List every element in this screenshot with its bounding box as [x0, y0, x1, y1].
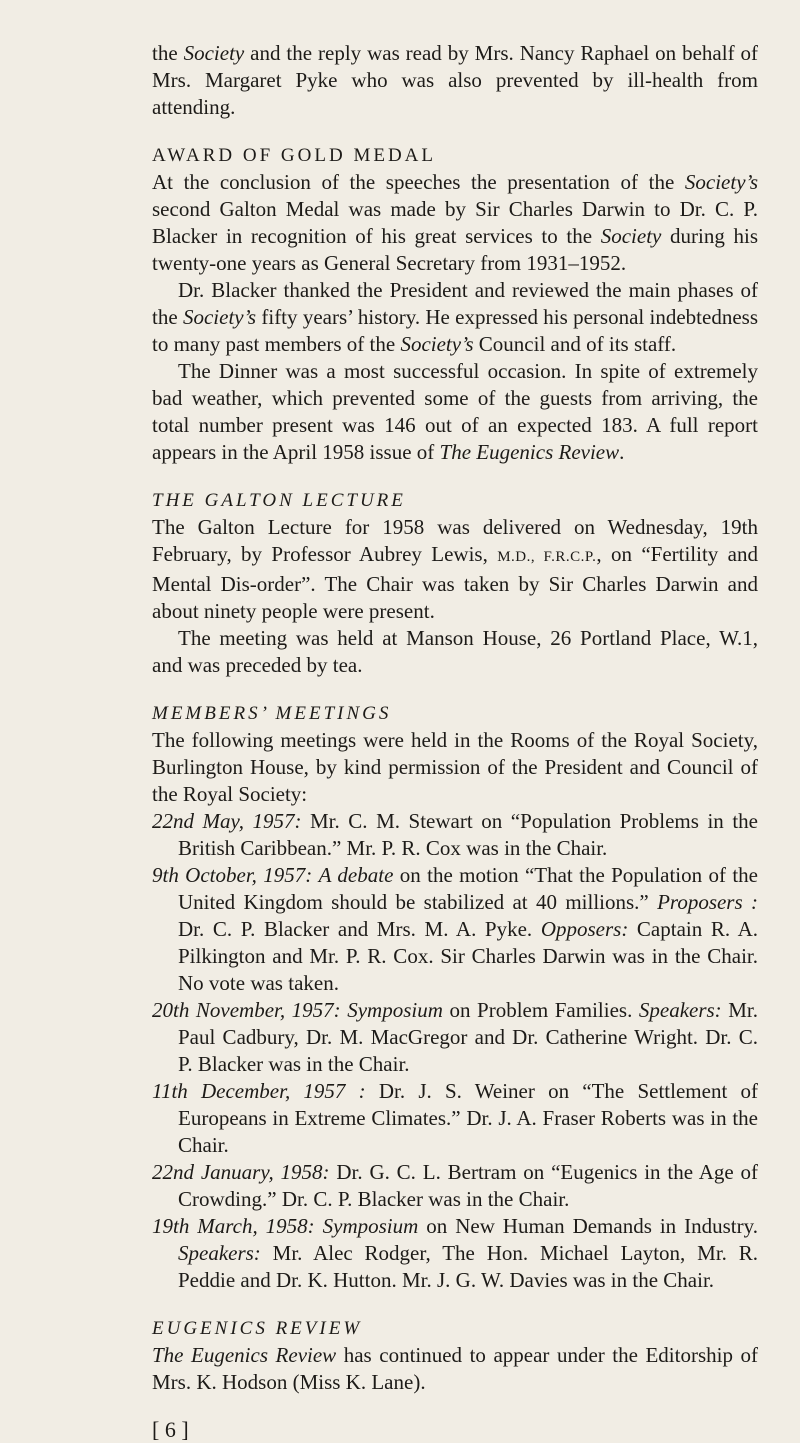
- text-run: Mr. Alec Rodger, The Hon. Michael Layton, Mr. R. Peddie and Dr. K. Hutton. Mr. J. G. W. Davies was in the Chair.: [178, 1241, 758, 1292]
- text-run: Dr. J. S. Weiner on “The Settlement of Europeans in Extreme Climates.” Dr. J. A. Fraser Roberts was in the Chair.: [178, 1079, 758, 1157]
- meeting-date: 9th October, 1957:: [152, 863, 313, 887]
- text-run: Captain R. A. Pilkington and Mr. P. R. Cox. Sir Charles Darwin was in the Chair. No vote was taken.: [178, 917, 758, 995]
- meeting-entry: [152, 997, 758, 1078]
- text-run: Society: [600, 224, 662, 248]
- meeting-date: 11th December, 1957 :: [152, 1079, 366, 1103]
- text-run: Symposium: [322, 1214, 419, 1238]
- lecture-paragraph-2: The meeting was held at Manson House, 26 Portland Place, W.1, and was preceded by tea.: [152, 626, 758, 677]
- text-run: At the conclusion of the speeches the presentation of the: [152, 170, 685, 194]
- meetings-section: [152, 700, 758, 1294]
- award-heading: AWARD OF GOLD MEDAL: [152, 145, 436, 166]
- page-number: [ 6 ]: [152, 1417, 189, 1442]
- text-run: has continued to appear under the Editorship of Mrs. K. Hodson (Miss K. Lane).: [152, 1343, 759, 1394]
- text-run: on New Human Demands in Industry.: [418, 1214, 758, 1238]
- text-run: A debate: [318, 863, 394, 887]
- text-run: The Eugenics Review: [152, 1343, 337, 1367]
- review-paragraph: [152, 1342, 758, 1396]
- meetings-intro: The following meetings were held in the Rooms of the Royal Society, Burlington House, by kind permission of the President and Council of the Royal Society:: [152, 728, 758, 806]
- lecture-heading: THE GALTON LECTURE: [152, 490, 406, 511]
- text-run: on the motion “That the Population of the United Kingdom should be stabilized at 40 millions.”: [178, 863, 758, 914]
- review-heading: EUGENICS REVIEW: [152, 1318, 363, 1339]
- text-run: The Eugenics Review: [439, 440, 620, 464]
- meetings-heading: MEMBERS’ MEETINGS: [152, 703, 392, 724]
- lecture-paragraph-1: [152, 514, 758, 625]
- text-run: and the reply was read by Mrs. Nancy Raphael on behalf of Mrs. Margaret Pyke who was also prevented by ill-health from attending.: [152, 41, 758, 119]
- text-run: , on “Fertility and Mental Dis-order”. The Chair was taken by Sir Charles Darwin and about ninety people were present.: [152, 542, 758, 623]
- meeting-entry: [152, 808, 758, 862]
- text-run: Speakers:: [638, 998, 722, 1022]
- text-run: Dr. Blacker thanked the President and reviewed the main phases of the: [152, 278, 758, 329]
- meeting-entry: [152, 1213, 758, 1294]
- text-run: Council and of its staff.: [473, 332, 677, 356]
- meeting-entry: [152, 1159, 758, 1213]
- text-run: [315, 1214, 323, 1238]
- text-run: M.D., F.R.C.P.: [497, 549, 597, 565]
- meeting-entry: [152, 1078, 758, 1159]
- meeting-date: 19th March, 1958:: [152, 1214, 315, 1238]
- text-run: Opposers:: [540, 917, 629, 941]
- text-run: during his twenty-one years as General Secretary from 1931–1952.: [152, 224, 758, 275]
- text-run: Mr. Paul Cadbury, Dr. M. MacGregor and Dr. Catherine Wright. Dr. C. P. Blacker was in the Chair.: [178, 998, 758, 1076]
- meeting-entry: [152, 862, 758, 997]
- meeting-date: 22nd May, 1957:: [152, 809, 302, 833]
- text-run: fifty years’ history. He expressed his personal indebtedness to many past members of the: [152, 305, 759, 356]
- award-paragraph-2: [152, 277, 758, 358]
- text-run: Proposers :: [657, 890, 758, 914]
- text-run: Society’s: [400, 332, 474, 356]
- intro-section: [152, 40, 758, 121]
- text-run: Society’s: [182, 305, 257, 329]
- award-paragraph-1: [152, 169, 758, 277]
- lecture-section: [152, 487, 758, 679]
- text-run: Dr. G. C. L. Bertram on “Eugenics in the Age of Crowding.” Dr. C. P. Blacker was in the Chair.: [178, 1160, 758, 1211]
- intro-paragraph: [152, 40, 758, 121]
- text-run: the: [152, 41, 184, 65]
- text-run: second Galton Medal was made by Sir Charles Darwin to Dr. C. P. Blacker in recognition of his great services to the: [152, 197, 758, 248]
- text-run: Society: [183, 41, 245, 65]
- text-run: Mr. C. M. Stewart on “Population Problems in the British Caribbean.” Mr. P. R. Cox was in the Chair.: [178, 809, 758, 860]
- meeting-date: 20th November, 1957:: [152, 998, 341, 1022]
- text-run: Society’s: [684, 170, 758, 194]
- award-section: [152, 142, 758, 466]
- text-run: Speakers:: [178, 1241, 261, 1265]
- award-paragraph-3: [152, 358, 758, 466]
- text-run: The Galton Lecture for 1958 was delivered on Wednesday, 19th February, by Professor Aubrey Lewis,: [152, 515, 758, 566]
- text-run: on Problem Families.: [442, 998, 639, 1022]
- meeting-date: 22nd January, 1958:: [152, 1160, 330, 1184]
- text-run: Symposium: [347, 998, 443, 1022]
- text-run: The Dinner was a most successful occasion. In spite of extremely bad weather, which prevented some of the guests from arriving, the total number present was 146 out of an expected 183. A full report appears in the April 1958 issue of: [152, 359, 758, 464]
- text-run: .: [619, 440, 625, 464]
- text-run: Dr. C. P. Blacker and Mrs. M. A. Pyke.: [178, 917, 541, 941]
- review-section: [152, 1315, 758, 1396]
